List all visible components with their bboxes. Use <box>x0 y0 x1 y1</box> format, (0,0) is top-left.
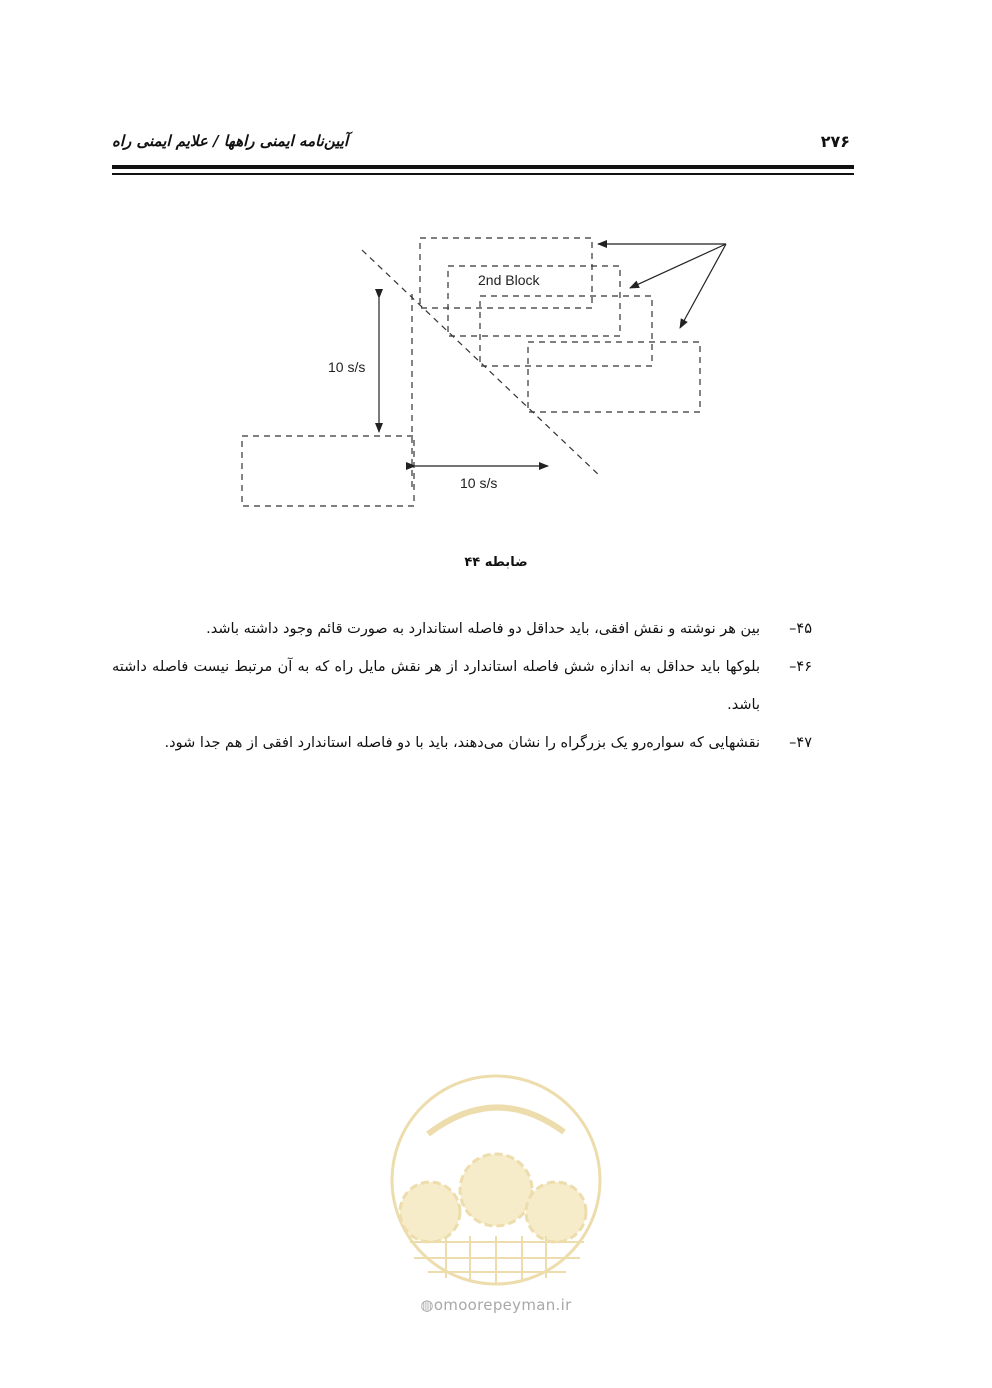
block-3 <box>480 296 652 366</box>
watermark-site: ◍omoorepeyman.ir <box>420 1296 572 1314</box>
list-item <box>112 648 812 724</box>
item-text: بلوکها باید حداقل به اندازه شش فاصله استاندارد از هر نقش مایل راه که به آن مرتبط نیست فاصله داشته باشد. <box>112 659 760 713</box>
spacing-diagram <box>230 226 730 526</box>
globe-icon: ◍ <box>420 1296 434 1314</box>
block-label: 2nd Block <box>478 272 540 288</box>
item-number: ۴۷– <box>789 735 812 751</box>
header-rule-thin <box>112 173 854 175</box>
item-number: ۴۶– <box>789 659 812 675</box>
page-header <box>112 120 854 180</box>
vertical-label: 10 s/s <box>328 359 366 375</box>
item-text: نقشهایی که سواره‌رو یک بزرگراه را نشان می‌دهند، باید با دو فاصله استاندارد افقی از هم جدا شود. <box>164 735 760 751</box>
horizontal-label: 10 s/s <box>460 475 498 491</box>
running-title: آیین‌نامه ایمنی راهها / علایم ایمنی راه <box>112 132 349 150</box>
header-rule-thick <box>112 165 854 169</box>
lower-block <box>242 436 414 506</box>
figure-caption: ضابطه ۴۴ <box>464 555 528 570</box>
gear-icon <box>400 1182 460 1242</box>
pointer-arrow-2 <box>630 244 726 288</box>
block-4 <box>528 342 700 412</box>
item-text: بین هر نوشته و نقش افقی، باید حداقل دو فاصله استاندارد به صورت قائم وجود داشته باشد. <box>206 621 760 637</box>
item-number: ۴۵– <box>789 621 812 637</box>
gear-icon <box>460 1154 532 1226</box>
pointer-arrow-3 <box>680 244 726 328</box>
list-item <box>112 724 812 762</box>
gear-icon <box>526 1182 586 1242</box>
watermark-logo <box>388 1072 604 1312</box>
page-number: ۲۷۶ <box>820 132 850 151</box>
list-item <box>112 610 812 648</box>
rules-list <box>112 610 812 762</box>
